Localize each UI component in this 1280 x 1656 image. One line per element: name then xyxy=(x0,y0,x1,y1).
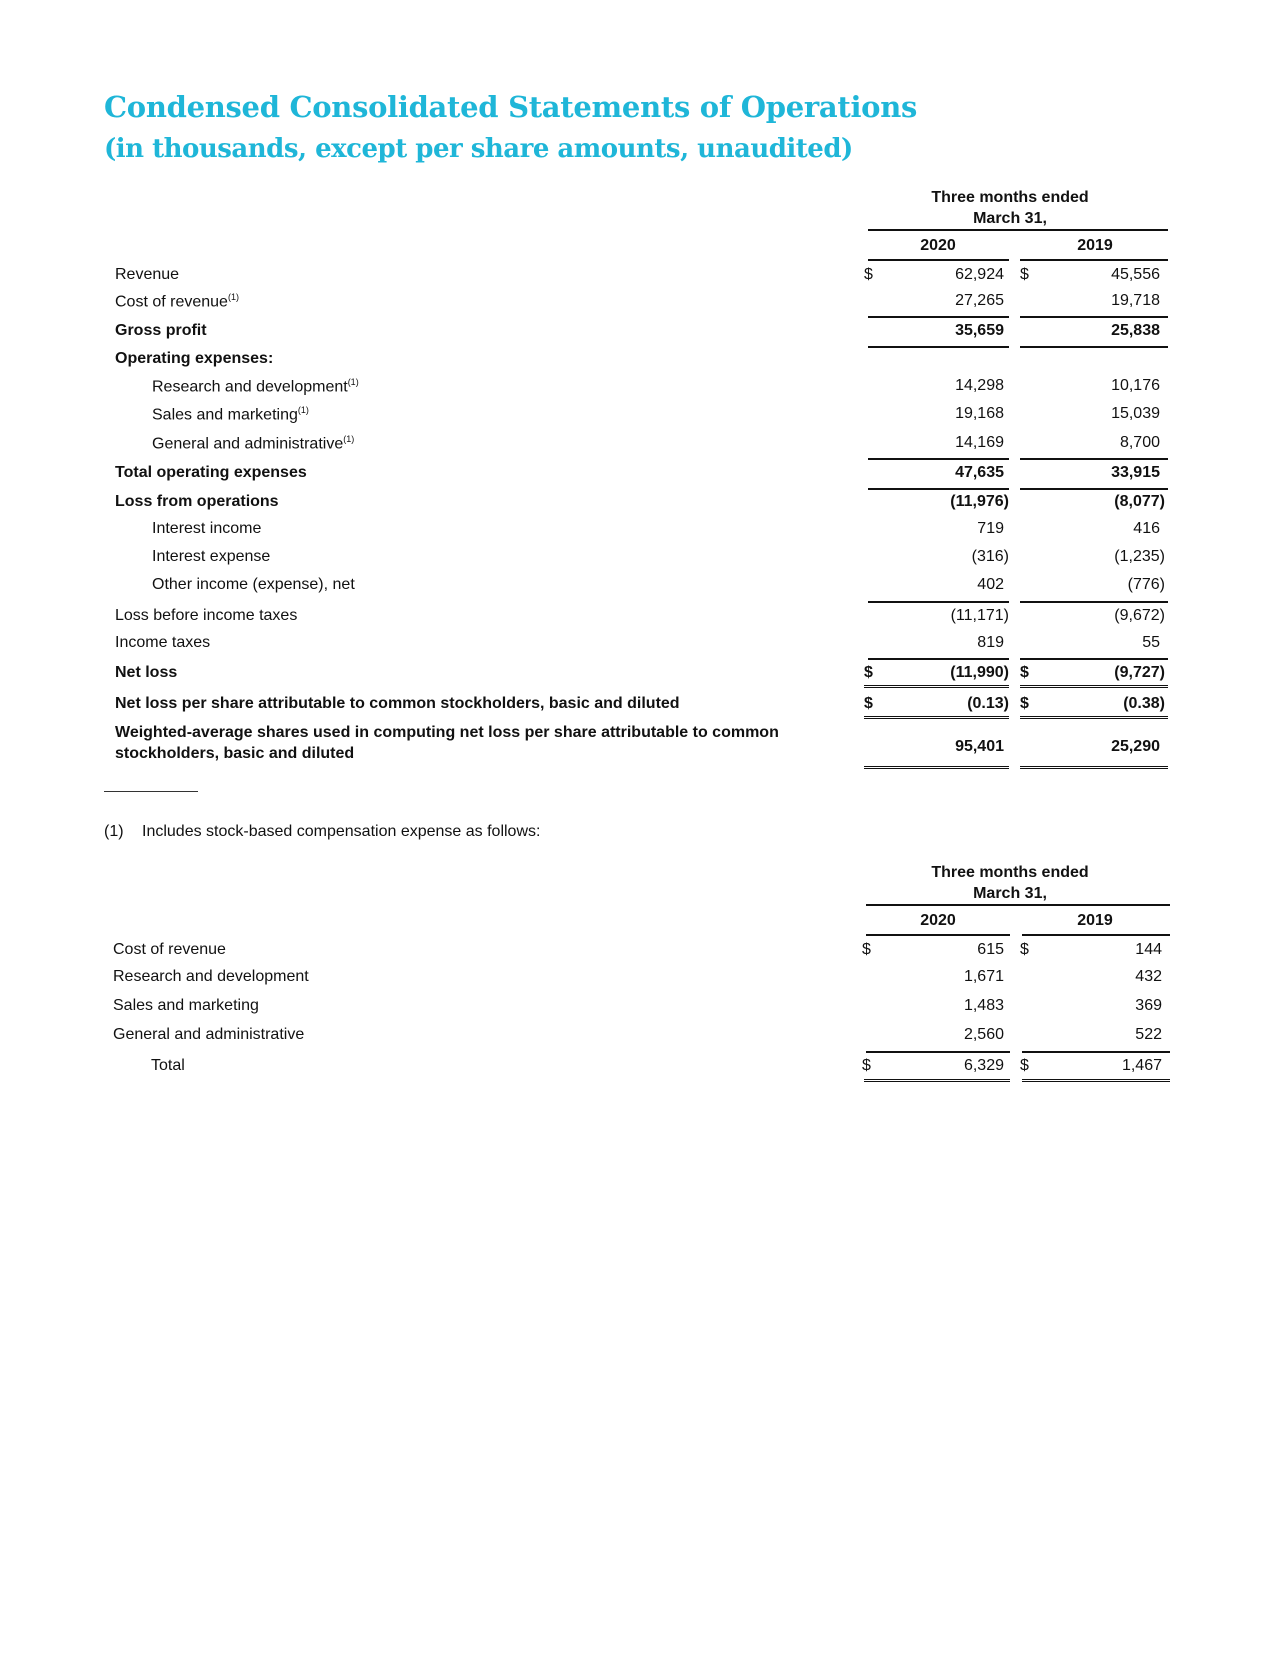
ops-row-operating-expenses-label: Operating expenses: xyxy=(115,350,274,367)
ops-row-total-opex-2020: 47,635 xyxy=(955,464,1004,481)
ops-rule xyxy=(868,488,1009,490)
sbc-row-ga-label: General and administrative xyxy=(113,1026,305,1043)
ops-row-sm-2019: 15,039 xyxy=(1111,405,1160,422)
sbc-row-cost-of-revenue-dollar2: $ xyxy=(1020,941,1029,958)
ops-period-line1: Three months ended xyxy=(931,189,1089,206)
sbc-row-cost-of-revenue-dollar1: $ xyxy=(862,941,871,958)
ops-row-revenue-2019: 45,556 xyxy=(1111,266,1160,283)
ops-row-loss-before-tax-2019: (9,672) xyxy=(1114,607,1165,624)
ops-rule xyxy=(1020,316,1168,318)
ops-row-interest-expense-label: Interest expense xyxy=(152,548,271,565)
ops-row-other-income-2019: (776) xyxy=(1127,576,1165,593)
ops-row-weighted-shares-2020: 95,401 xyxy=(955,738,1004,755)
ops-col-2020: 2020 xyxy=(920,237,956,254)
ops-double-rule xyxy=(1020,716,1168,719)
ops-row-eps-label: Net loss per share attributable to common stockholders, basic and diluted xyxy=(115,695,680,712)
ops-row-revenue-2020: 62,924 xyxy=(955,266,1004,283)
ops-rule xyxy=(1020,346,1168,348)
ops-rule xyxy=(1020,658,1168,660)
sbc-row-cost-of-revenue-2020: 615 xyxy=(977,941,1004,958)
sbc-row-total-dollar1: $ xyxy=(862,1057,871,1074)
ops-row-loss-from-ops-2019: (8,077) xyxy=(1114,493,1165,510)
ops-double-rule xyxy=(864,766,1009,769)
page-title: Condensed Consolidated Statements of Operations xyxy=(104,90,918,124)
ops-row-eps-2020: (0.13) xyxy=(967,695,1009,712)
ops-row-other-income-2020: 402 xyxy=(977,576,1004,593)
ops-row-loss-from-ops-2020: (11,976) xyxy=(950,493,1009,510)
sbc-period-line1: Three months ended xyxy=(931,864,1089,881)
footnote-text: Includes stock-based compensation expense as follows: xyxy=(142,823,541,840)
sbc-row-total-label: Total xyxy=(151,1057,185,1074)
ops-row-loss-before-tax-label: Loss before income taxes xyxy=(115,607,298,624)
ops-row-other-income-label: Other income (expense), net xyxy=(152,576,355,593)
ops-double-rule xyxy=(1020,685,1168,688)
ops-row-weighted-shares-label: Weighted-average shares used in computing net loss per share attributable to common xyxy=(115,724,779,741)
sbc-row-sm-2020: 1,483 xyxy=(963,997,1004,1014)
ops-row-gross-profit-2020: 35,659 xyxy=(955,322,1004,339)
ops-row-net-loss-dollar2: $ xyxy=(1020,664,1029,681)
sbc-row-cost-of-revenue-2019: 144 xyxy=(1135,941,1162,958)
ops-row-cost-of-revenue-2020: 27,265 xyxy=(955,292,1004,309)
ops-double-rule xyxy=(1020,766,1168,769)
ops-col2-rule xyxy=(1020,259,1168,261)
sbc-row-rd-2020: 1,671 xyxy=(963,968,1004,985)
ops-row-gross-profit-2019: 25,838 xyxy=(1111,322,1160,339)
sbc-row-ga-2019: 522 xyxy=(1135,1026,1162,1043)
ops-rule xyxy=(868,346,1009,348)
ops-row-ga-2019: 8,700 xyxy=(1119,434,1160,451)
footnote-separator xyxy=(104,791,198,792)
footnote-marker: (1) xyxy=(104,823,124,840)
ops-double-rule xyxy=(864,716,1009,719)
ops-row-revenue-dollar2: $ xyxy=(1020,266,1029,283)
ops-row-eps-dollar2: $ xyxy=(1020,695,1029,712)
sbc-row-total-dollar2: $ xyxy=(1020,1057,1029,1074)
ops-row-income-taxes-2020: 819 xyxy=(977,634,1004,651)
ops-row-income-taxes-label: Income taxes xyxy=(115,634,211,651)
sbc-col1-rule xyxy=(866,934,1010,936)
ops-row-total-opex-2019: 33,915 xyxy=(1111,464,1160,481)
ops-row-weighted-shares-2019: 25,290 xyxy=(1111,738,1160,755)
ops-row-weighted-shares-label-line2: stockholders, basic and diluted xyxy=(115,745,355,762)
ops-rule xyxy=(1020,458,1168,460)
sbc-row-sm-2019: 369 xyxy=(1135,997,1162,1014)
page-subtitle: (in thousands, except per share amounts, unaudited) xyxy=(104,134,853,164)
ops-row-ga-label: General and administrative$^{(1)}$ xyxy=(152,434,355,453)
ops-row-loss-from-ops-label: Loss from operations xyxy=(115,493,279,510)
ops-row-net-loss-2020: (11,990) xyxy=(950,664,1009,681)
sbc-row-cost-of-revenue-label: Cost of revenue xyxy=(113,941,226,958)
ops-row-revenue-dollar1: $ xyxy=(864,266,873,283)
ops-double-rule xyxy=(864,685,1009,688)
sbc-col-2019: 2019 xyxy=(1077,912,1113,929)
ops-row-loss-before-tax-2020: (11,171) xyxy=(950,607,1009,624)
ops-row-gross-profit-label: Gross profit xyxy=(115,322,207,339)
sbc-row-ga-2020: 2,560 xyxy=(963,1026,1004,1043)
ops-row-net-loss-2019: (9,727) xyxy=(1114,664,1165,681)
sbc-header-rule xyxy=(866,904,1170,906)
sbc-rule xyxy=(1022,1051,1170,1053)
ops-rule xyxy=(868,458,1009,460)
ops-row-sm-2020: 19,168 xyxy=(955,405,1004,422)
sbc-rule xyxy=(866,1051,1010,1053)
ops-rule xyxy=(868,601,1009,603)
sbc-double-rule xyxy=(1022,1079,1170,1082)
ops-row-rd-label: Research and development$^{(1)}$ xyxy=(152,377,359,396)
ops-row-revenue-label: Revenue xyxy=(115,266,180,283)
ops-row-interest-income-label: Interest income xyxy=(152,520,262,537)
ops-row-eps-dollar1: $ xyxy=(864,695,873,712)
sbc-row-rd-2019: 432 xyxy=(1135,968,1162,985)
ops-row-interest-income-2019: 416 xyxy=(1133,520,1160,537)
ops-row-net-loss-label: Net loss xyxy=(115,664,178,681)
ops-row-cost-of-revenue-2019: 19,718 xyxy=(1111,292,1160,309)
ops-row-cost-of-revenue-label: Cost of revenue$^{(1)}$ xyxy=(115,292,239,311)
ops-rule xyxy=(868,658,1009,660)
sbc-row-total-2020: 6,329 xyxy=(963,1057,1004,1074)
ops-col1-rule xyxy=(868,259,1009,261)
ops-header-rule xyxy=(868,229,1168,231)
sbc-period-line2: March 31, xyxy=(973,885,1047,902)
ops-row-net-loss-dollar1: $ xyxy=(864,664,873,681)
ops-period-line2: March 31, xyxy=(973,210,1047,227)
ops-row-eps-2019: (0.38) xyxy=(1123,695,1165,712)
sbc-col-2020: 2020 xyxy=(920,912,956,929)
sbc-col2-rule xyxy=(1022,934,1170,936)
ops-row-interest-income-2020: 719 xyxy=(977,520,1004,537)
ops-col-2019: 2019 xyxy=(1077,237,1113,254)
ops-rule xyxy=(1020,601,1168,603)
ops-row-ga-2020: 14,169 xyxy=(955,434,1004,451)
ops-rule xyxy=(868,316,1009,318)
ops-row-sm-label: Sales and marketing$^{(1)}$ xyxy=(152,405,309,424)
ops-rule xyxy=(1020,488,1168,490)
ops-row-total-opex-label: Total operating expenses xyxy=(115,464,307,481)
ops-row-rd-2019: 10,176 xyxy=(1111,377,1160,394)
sbc-row-total-2019: 1,467 xyxy=(1121,1057,1162,1074)
ops-row-income-taxes-2019: 55 xyxy=(1142,634,1160,651)
ops-row-rd-2020: 14,298 xyxy=(955,377,1004,394)
ops-row-interest-expense-2019: (1,235) xyxy=(1114,548,1165,565)
sbc-row-sm-label: Sales and marketing xyxy=(113,997,259,1014)
sbc-row-rd-label: Research and development xyxy=(113,968,309,985)
ops-row-interest-expense-2020: (316) xyxy=(971,548,1009,565)
sbc-double-rule xyxy=(864,1079,1010,1082)
